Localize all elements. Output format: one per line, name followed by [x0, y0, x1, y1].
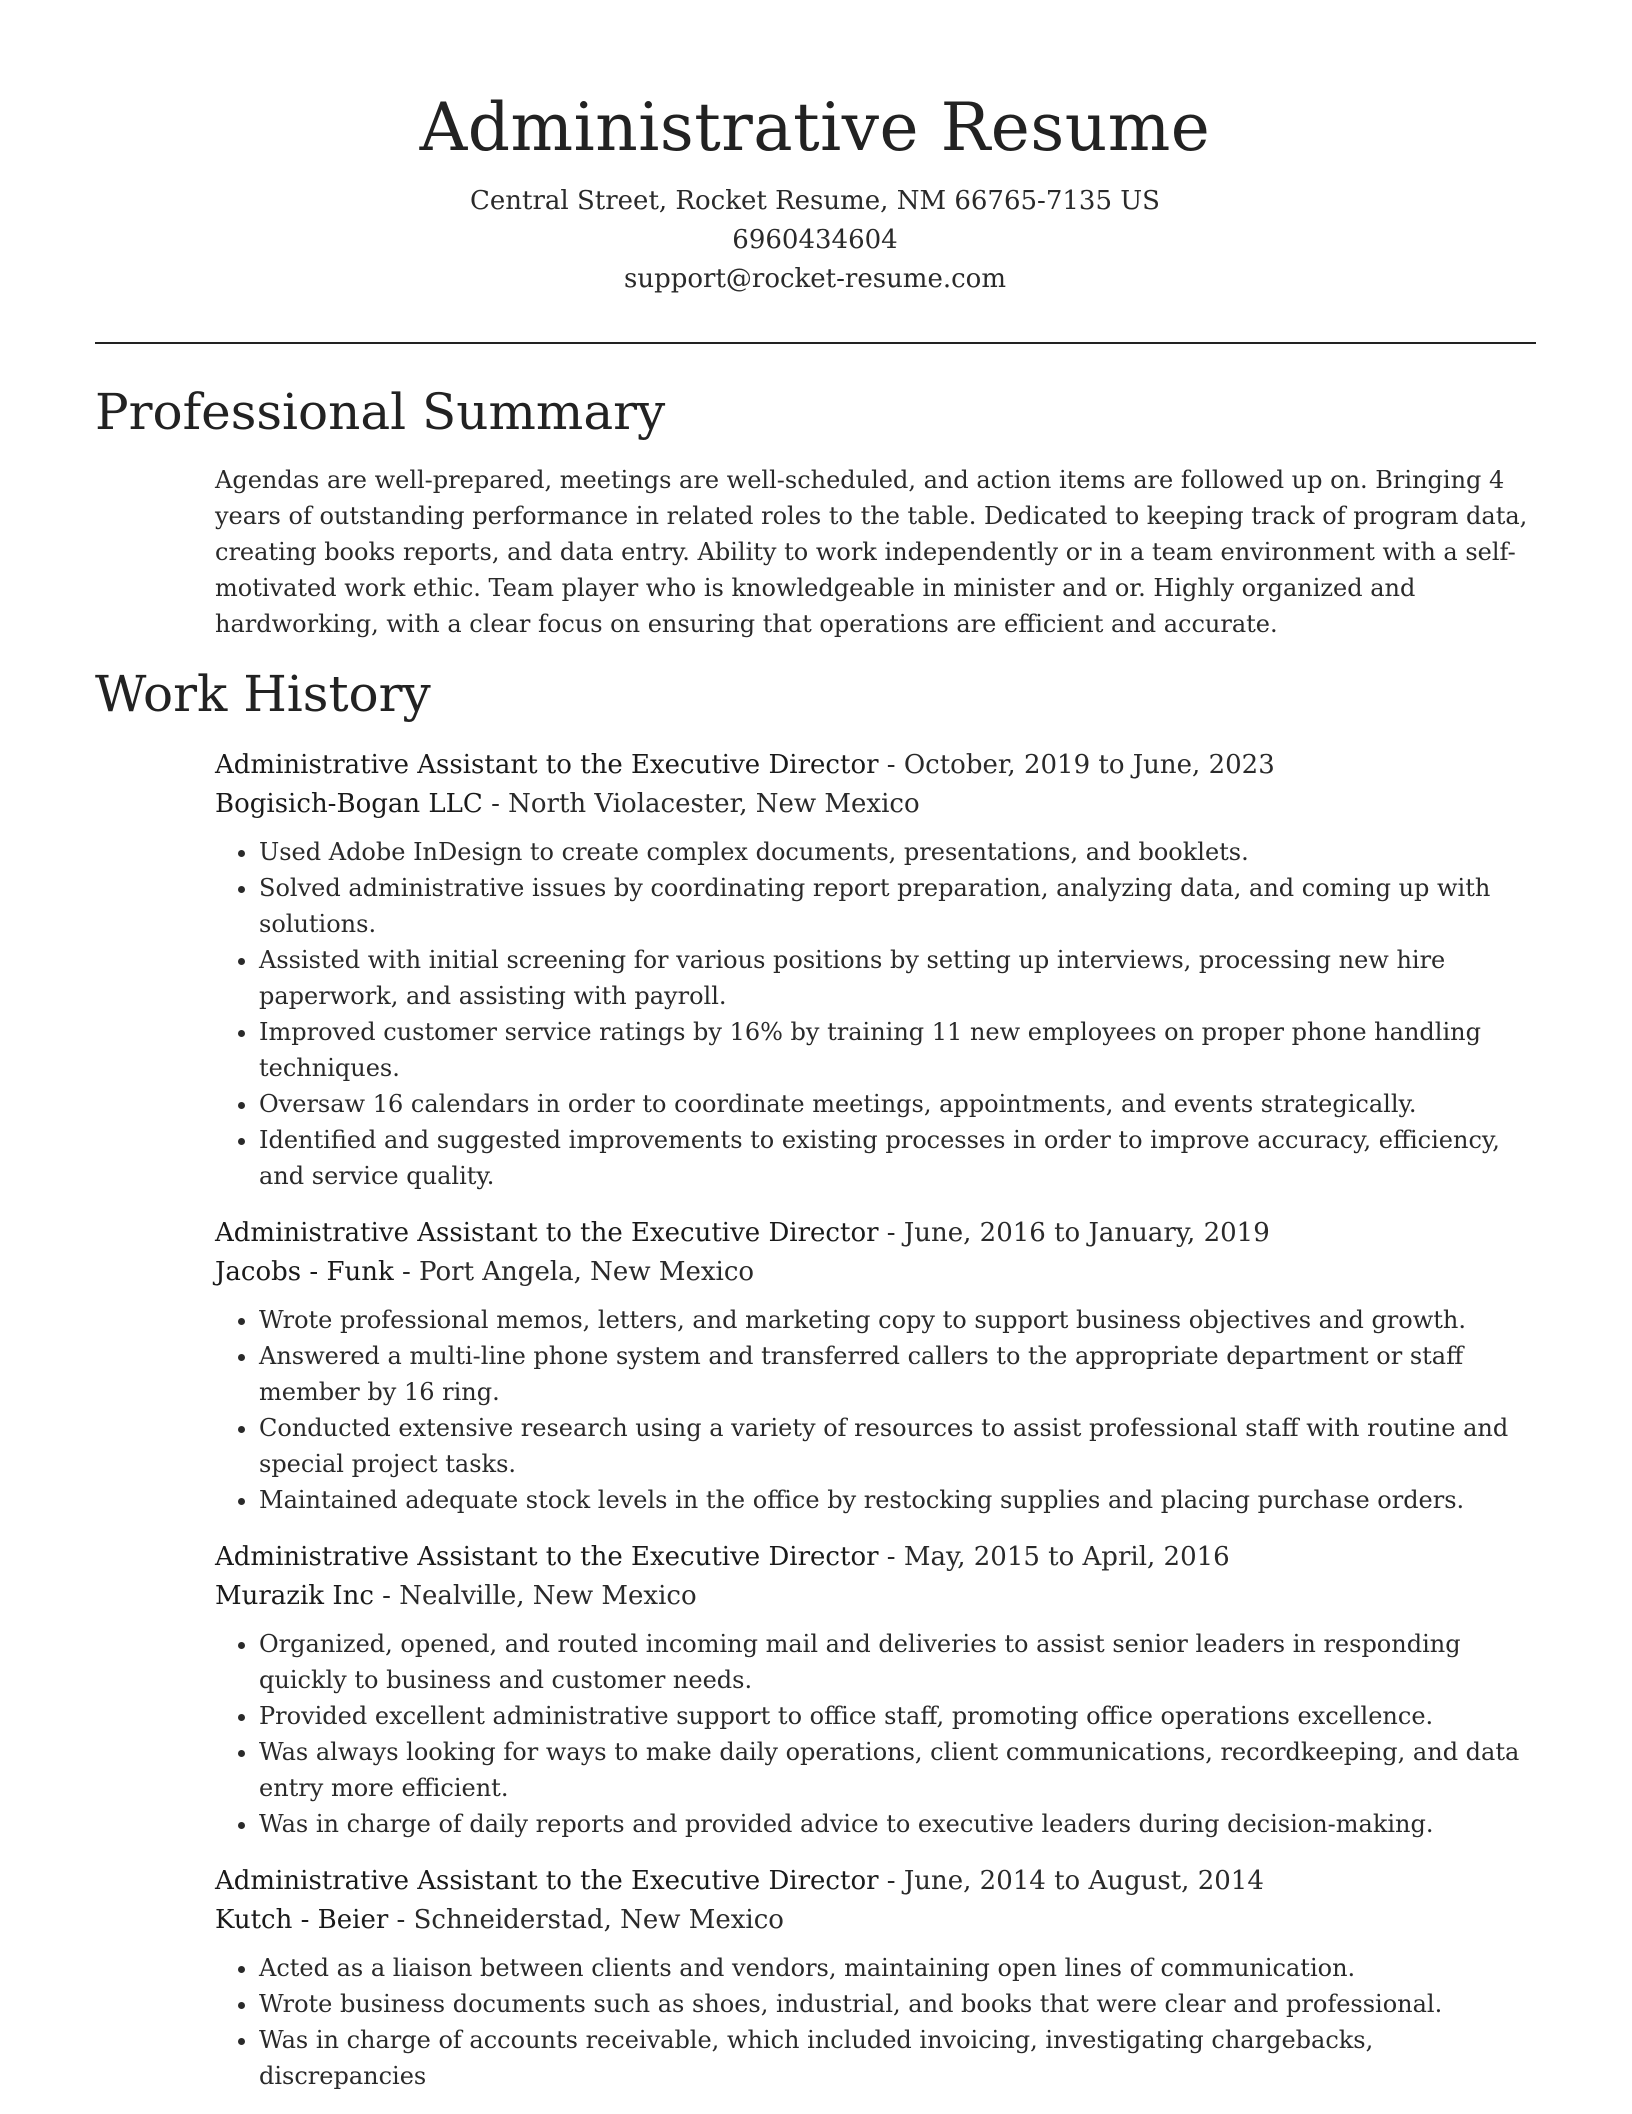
job-bullet: • Oversaw 16 calendars in order to coordinate meetings, appointments, and events strategically.	[259, 1086, 1535, 1122]
resume-name: Administrative Resume	[419, 89, 1211, 166]
job-title-line	[215, 1214, 1535, 1253]
job-bullet: • Assisted with initial screening for various positions by setting up interviews, processing new hire paperwork, and assisting with payroll.	[259, 942, 1535, 1014]
contact-info	[95, 182, 1535, 299]
job-entry	[215, 1538, 1535, 1842]
job-company-line	[215, 1253, 1535, 1292]
header-divider	[95, 342, 1536, 344]
job-dates: - October, 2019 to June, 2023	[878, 750, 1275, 780]
contact-address: Central Street, Rocket Resume, NM 66765-7135 US	[470, 186, 1160, 216]
job-bullet: • Was in charge of daily reports and provided advice to executive leaders during decision-making.	[259, 1806, 1535, 1842]
job-bullet: • Wrote business documents such as shoes, industrial, and books that were clear and professional.	[259, 1986, 1535, 2022]
job-company-line	[215, 1901, 1535, 1940]
job-bullets	[215, 1302, 1535, 1518]
job-bullets	[215, 1626, 1535, 1842]
job-company-line	[215, 1577, 1535, 1616]
job-bullets	[215, 834, 1535, 1194]
job-location: - Nealville, New Mexico	[373, 1581, 697, 1611]
job-bullet: • Organized, opened, and routed incoming mail and deliveries to assist senior leaders in responding quickly to business and customer needs.	[259, 1626, 1535, 1698]
job-bullet: • Used Adobe InDesign to create complex documents, presentations, and booklets.	[259, 834, 1535, 870]
job-bullet: • Wrote professional memos, letters, and marketing copy to support business objectives and growth.	[259, 1302, 1535, 1338]
work-history-heading: Work History	[95, 665, 431, 723]
contact-email: support@rocket-resume.com	[623, 264, 1006, 294]
job-title-line	[215, 1862, 1535, 1901]
job-dates: - June, 2014 to August, 2014	[878, 1866, 1264, 1896]
job-location: - Schneiderstad, New Mexico	[388, 1905, 784, 1935]
job-location: - North Violacester, New Mexico	[482, 789, 920, 819]
job-bullet: • Identified and suggested improvements to existing processes in order to improve accuracy, efficiency, and service quality.	[259, 1122, 1535, 1194]
job-title-line	[215, 1538, 1535, 1577]
job-dates: - June, 2016 to January, 2019	[878, 1218, 1270, 1248]
job-role: Administrative Assistant to the Executive Director	[215, 1542, 879, 1572]
job-title-line	[215, 746, 1535, 785]
job-bullet: • Solved administrative issues by coordinating report preparation, analyzing data, and coming up with solutions.	[259, 870, 1535, 942]
contact-phone: 6960434604	[732, 225, 898, 255]
job-bullet: • Conducted extensive research using a variety of resources to assist professional staff with routine and special project tasks.	[259, 1410, 1535, 1482]
job-entry	[215, 1214, 1535, 1518]
job-bullet: • Improved customer service ratings by 16% by training 11 new employees on proper phone handling techniques.	[259, 1014, 1535, 1086]
job-entry	[215, 1862, 1535, 2094]
job-role: Administrative Assistant to the Executive Director	[215, 750, 879, 780]
job-role: Administrative Assistant to the Executive Director	[215, 1218, 879, 1248]
job-bullet: • Provided excellent administrative support to office staff, promoting office operations excellence.	[259, 1698, 1535, 1734]
job-bullet: • Answered a multi-line phone system and transferred callers to the appropriate department or staff member by 16 ring.	[259, 1338, 1535, 1410]
work-history-list	[215, 746, 1535, 2114]
summary-heading: Professional Summary	[95, 383, 666, 441]
job-bullets	[215, 1950, 1535, 2094]
job-location: - Port Angela, New Mexico	[393, 1257, 755, 1287]
job-bullet: • Was always looking for ways to make daily operations, client communications, recordkeeping, and data entry more efficient.	[259, 1734, 1535, 1806]
job-company: Jacobs - Funk	[215, 1257, 394, 1287]
job-company-line	[215, 785, 1535, 824]
job-bullet: • Was in charge of accounts receivable, which included invoicing, investigating chargebacks, discrepancies	[259, 2022, 1535, 2094]
resume-header	[95, 88, 1535, 299]
job-dates: - May, 2015 to April, 2016	[878, 1542, 1230, 1572]
job-company: Kutch - Beier	[215, 1905, 389, 1935]
job-company: Bogisich-Bogan LLC	[215, 789, 483, 819]
job-company: Murazik Inc	[215, 1581, 374, 1611]
summary-text: Agendas are well-prepared, meetings are well-scheduled, and action items are followed up on. Bringing 4 years of outstanding performance in related roles to the table. Dedicated to keeping track of program data, creating books reports, and data entry. Ability to work independently or in a team environment with a self-motivated work ethic. Team player who is knowledgeable in minister and or. Highly organized and hardworking, with a clear focus on ensuring that operations are efficient and accurate.	[215, 466, 1528, 638]
job-bullet: • Maintained adequate stock levels in the office by restocking supplies and placing purchase orders.	[259, 1482, 1535, 1518]
job-entry	[215, 746, 1535, 1194]
job-bullet: • Acted as a liaison between clients and vendors, maintaining open lines of communication.	[259, 1950, 1535, 1986]
job-role: Administrative Assistant to the Executive Director	[215, 1866, 879, 1896]
